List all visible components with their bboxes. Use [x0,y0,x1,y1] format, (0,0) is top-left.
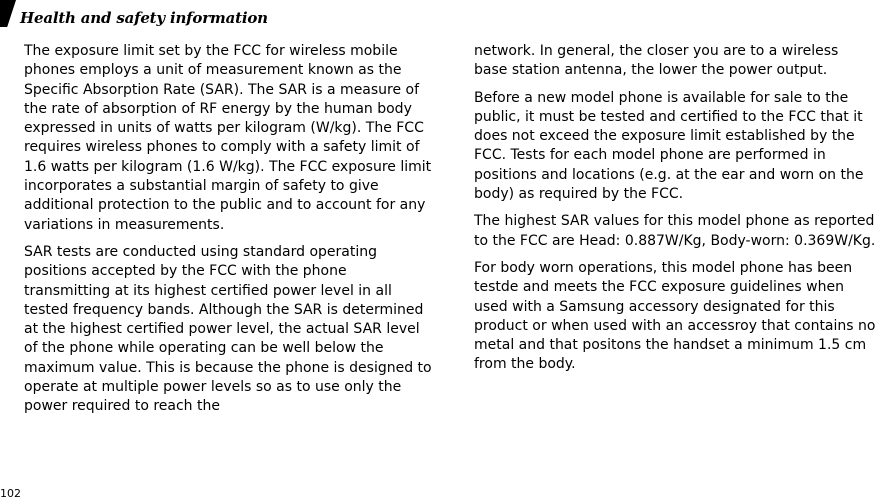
paragraph-fcc-exposure-limit: The exposure limit set by the FCC for wireless mobile phones employs a unit of measurement known as the Specific Absorption Rate (SAR). The SAR is a measure of the rate of absorption of RF energy by the human body expressed in units of watts per kilogram (W/kg). The FCC requires wireless phones to comply with a safety limit of 1.6 watts per kilogram (1.6 W/kg). The FCC exposure limit incorporates a substantial margin of safety to give additional protection to the public and to account for any variations in measurements. [24,43,432,233]
paragraph-sar-tests: SAR tests are conducted using standard operating positions accepted by the FCC with the phone transmitting at its highest certified power level in all tested frequency bands. Although the SAR is determined at the highest certified power level, the actual SAR level of the phone while operating can be well below the maximum value. This is because the phone is designed to operate at multiple power levels so as to use only the power required to reach the [24,243,432,415]
left-text-column [24,42,434,425]
header-accent-bar [0,0,16,27]
paragraph-model-testing: Before a new model phone is available for sale to the public, it must be tested and certified to the FCC that it does not exceed the exposure limit established by the FCC. Tests for each model phone are performed in positions and locations (e.g. at the ear and worn on the body) as required by the FCC. [474,89,864,203]
paragraph-body-worn-operations: For body worn operations, this model phone has been testde and meets the FCC exposure guidelines when used with a Samsung accessory designated for this product or when used with an accessroy that contains no metal and that positons the handset a minimum 1.5 cm from the body. [474,259,876,373]
page-number: 102 [0,487,21,500]
right-text-column [474,42,876,383]
paragraph-power-output: network. In general, the closer you are to a wireless base station antenna, the lower the power output. [474,43,839,79]
paragraph-highest-sar-values: The highest SAR values for this model phone as reported to the FCC are Head: 0.887W/Kg, Body-worn: 0.369W/Kg. [474,213,876,249]
section-header-title: Health and safety information [20,9,268,27]
